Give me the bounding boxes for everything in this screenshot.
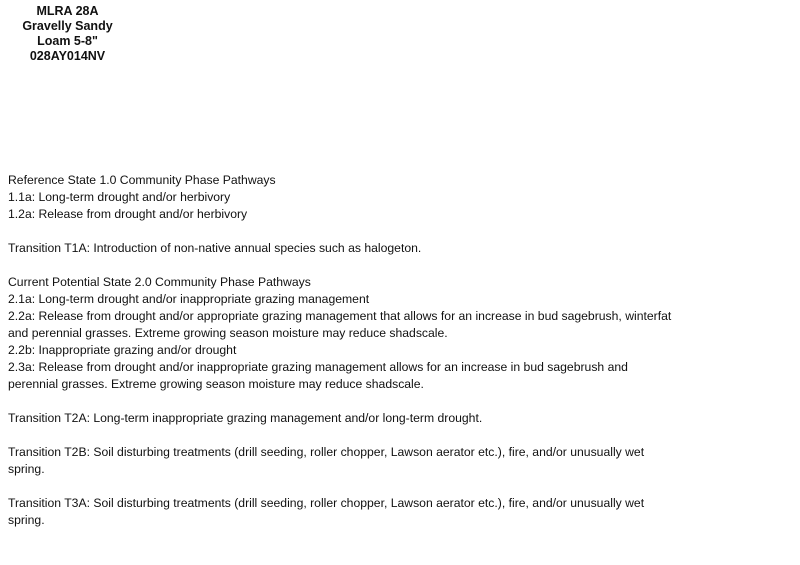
pathway-2-1a: 2.1a: Long-term drought and/or inappropriate grazing management (8, 292, 370, 306)
header-site-id: 028AY014NV (29, 49, 106, 63)
reference-state-block (8, 172, 793, 223)
current-state-title: Current Potential State 2.0 Community Phase Pathways (8, 275, 311, 289)
transition-t3a-line1: Transition T3A: Soil disturbing treatments (drill seeding, roller chopper, Lawson aerator etc.), fire, and/or unusually wet (8, 496, 645, 510)
transition-t2b-block (8, 444, 793, 478)
pathway-2-3a-line2: perennial grasses. Extreme growing season moisture may reduce shadscale. (8, 377, 424, 391)
transition-t3a-line2: spring. (8, 513, 45, 527)
transition-t3a-block (8, 495, 793, 529)
document-header (0, 4, 135, 64)
pathway-2-2a-line2: and perennial grasses. Extreme growing season moisture may reduce shadscale. (8, 326, 448, 340)
document-body (8, 172, 793, 546)
transition-t2a-block (8, 410, 793, 427)
pathway-2-3a-line1: 2.3a: Release from drought and/or inappropriate grazing management allows for an increase in bud sagebrush and (8, 360, 628, 374)
pathway-2-2a-line1: 2.2a: Release from drought and/or appropriate grazing management that allows for an increase in bud sagebrush, winterfat (8, 309, 672, 323)
pathway-2-2b: 2.2b: Inappropriate grazing and/or drought (8, 343, 237, 357)
pathway-1-2a: 1.2a: Release from drought and/or herbivory (8, 207, 248, 221)
header-precip: Loam 5-8" (37, 34, 98, 48)
current-state-block (8, 274, 793, 393)
transition-t2b-line1: Transition T2B: Soil disturbing treatments (drill seeding, roller chopper, Lawson aerator etc.), fire, and/or unusually wet (8, 445, 645, 459)
transition-t1a: Transition T1A: Introduction of non-native annual species such as halogeton. (8, 241, 422, 255)
header-mlra: MLRA 28A (36, 4, 99, 18)
transition-t2a: Transition T2A: Long-term inappropriate grazing management and/or long-term drought. (8, 411, 483, 425)
transition-t2b-line2: spring. (8, 462, 45, 476)
reference-state-title: Reference State 1.0 Community Phase Pathways (8, 173, 276, 187)
pathway-1-1a: 1.1a: Long-term drought and/or herbivory (8, 190, 231, 204)
transition-t1a-block (8, 240, 793, 257)
header-site-name: Gravelly Sandy (22, 19, 113, 33)
